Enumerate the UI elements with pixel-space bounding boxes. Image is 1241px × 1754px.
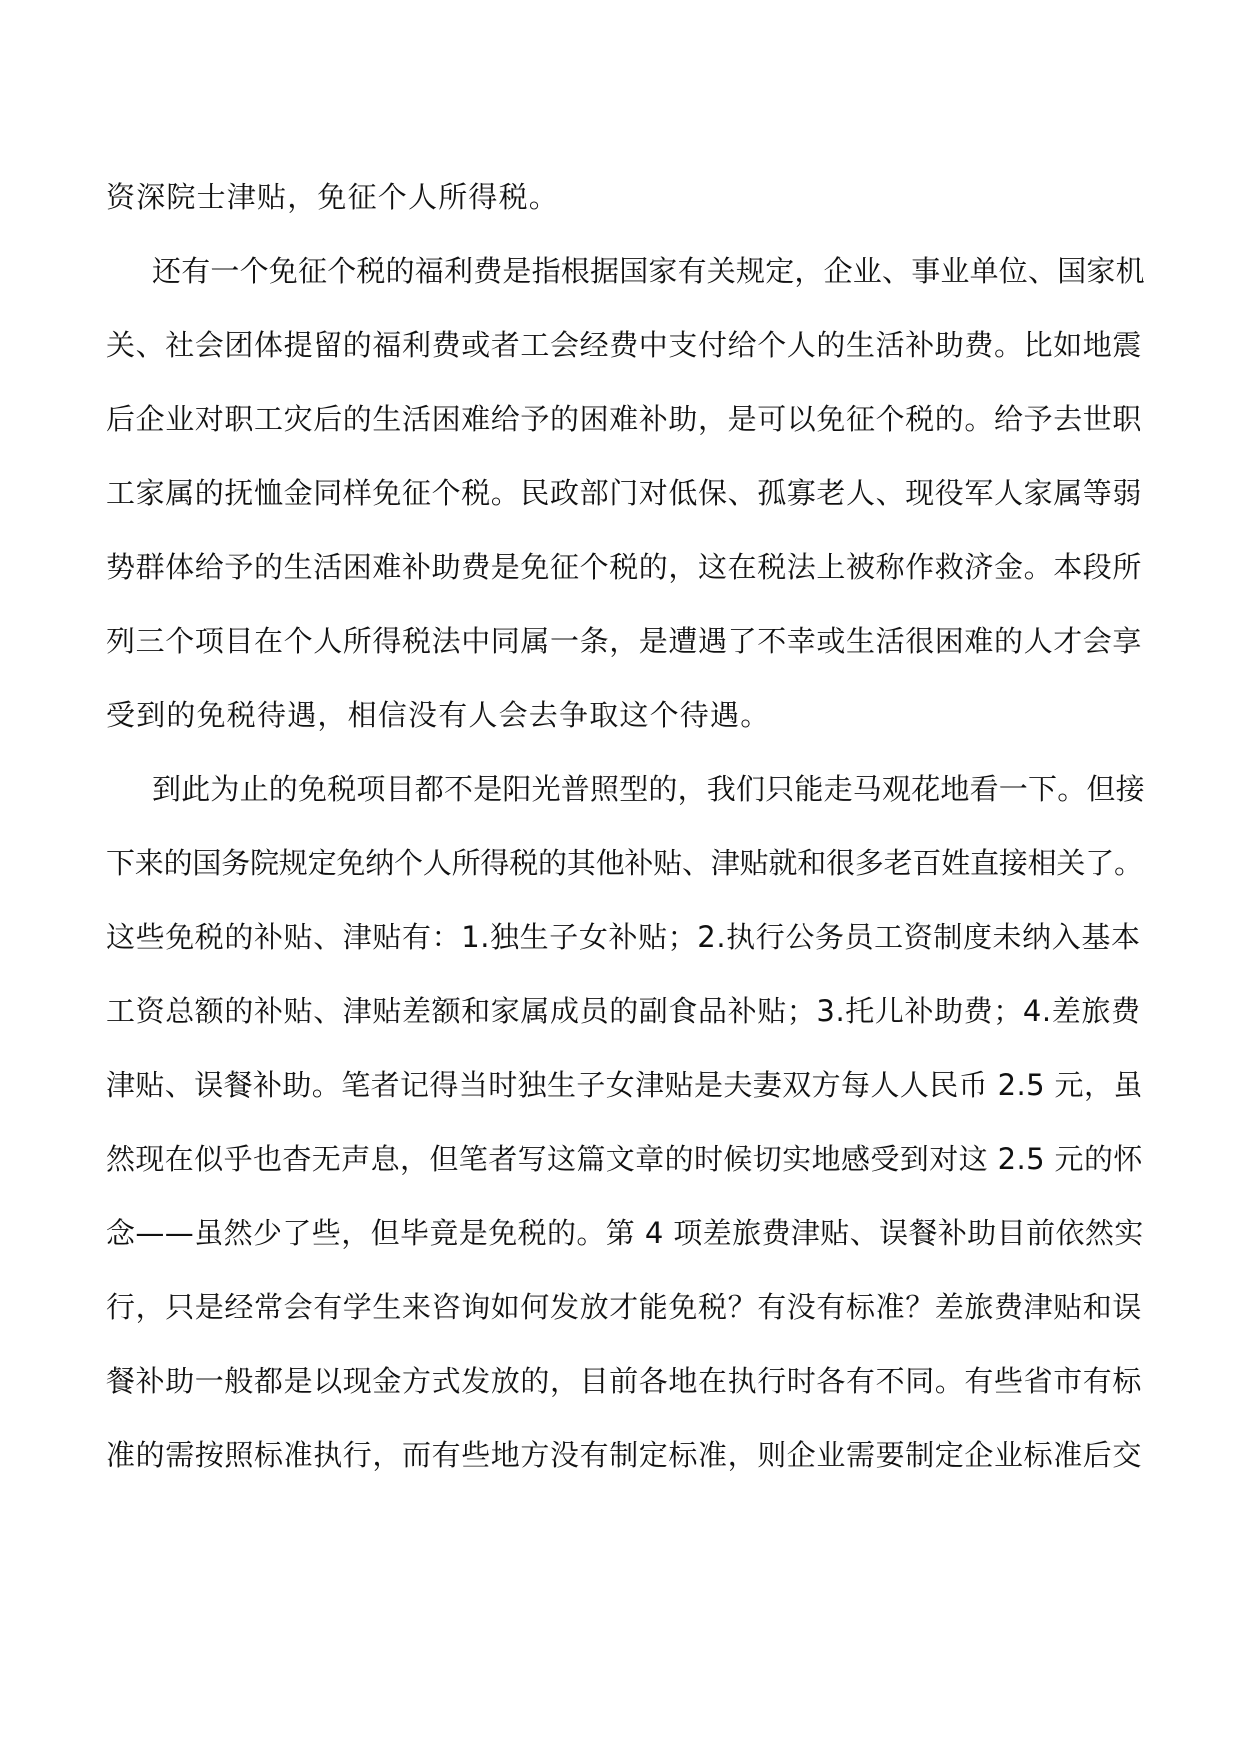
paragraph-line: 到此为止的免税项目都不是阳光普照型的，我们只能走马观花地看一下。但接	[152, 772, 1145, 806]
paragraph-line: 还有一个免征个税的福利费是指根据国家有关规定，企业、事业单位、国家机	[152, 254, 1145, 288]
paragraph-line: 念——虽然少了些，但毕竟是免税的。第 4 项差旅费津贴、误餐补助目前依然实	[106, 1216, 1144, 1250]
paragraph-line: 受到的免税待遇，相信没有人会去争取这个待遇。	[106, 698, 771, 732]
paragraph-line: 势群体给予的生活困难补助费是免征个税的，这在税法上被称作救济金。本段所	[106, 550, 1143, 584]
paragraph-line: 准的需按照标准执行，而有些地方没有制定标准，则企业需要制定企业标准后交	[106, 1438, 1143, 1472]
paragraph-line: 行，只是经常会有学生来咨询如何发放才能免税？有没有标准？差旅费津贴和误	[106, 1290, 1143, 1324]
paragraph-line: 列三个项目在个人所得税法中同属一条，是遭遇了不幸或生活很困难的人才会享	[106, 624, 1143, 658]
paragraph-1	[106, 160, 1146, 234]
paragraph-line: 后企业对职工灾后的生活困难给予的困难补助，是可以免征个税的。给予去世职	[106, 402, 1143, 436]
paragraph-line: 然现在似乎也杳无声息，但笔者写这篇文章的时候切实地感受到对这 2.5 元的怀	[106, 1142, 1143, 1176]
paragraph-line: 工资总额的补贴、津贴差额和家属成员的副食品补贴；3.托儿补助费；4.差旅费	[106, 994, 1141, 1028]
paragraph-line: 这些免税的补贴、津贴有：1.独生子女补贴；2.执行公务员工资制度未纳入基本	[106, 920, 1141, 954]
paragraph-line: 津贴、误餐补助。笔者记得当时独生子女津贴是夫妻双方每人人民币 2.5 元，虽	[106, 1068, 1143, 1102]
paragraph-line: 关、社会团体提留的福利费或者工会经费中支付给个人的生活补助费。比如地震	[106, 328, 1143, 362]
paragraph-2	[106, 234, 1146, 752]
paragraph-line: 工家属的抚恤金同样免征个税。民政部门对低保、孤寡老人、现役军人家属等弱	[106, 476, 1143, 510]
paragraph-line: 资深院士津贴，免征个人所得税。	[106, 180, 560, 214]
paragraph-3	[106, 752, 1146, 1492]
paragraph-line: 餐补助一般都是以现金方式发放的，目前各地在执行时各有不同。有些省市有标	[106, 1364, 1143, 1398]
document-body	[106, 160, 1146, 1492]
paragraph-line: 下来的国务院规定免纳个人所得税的其他补贴、津贴就和很多老百姓直接相关了。	[106, 846, 1143, 880]
